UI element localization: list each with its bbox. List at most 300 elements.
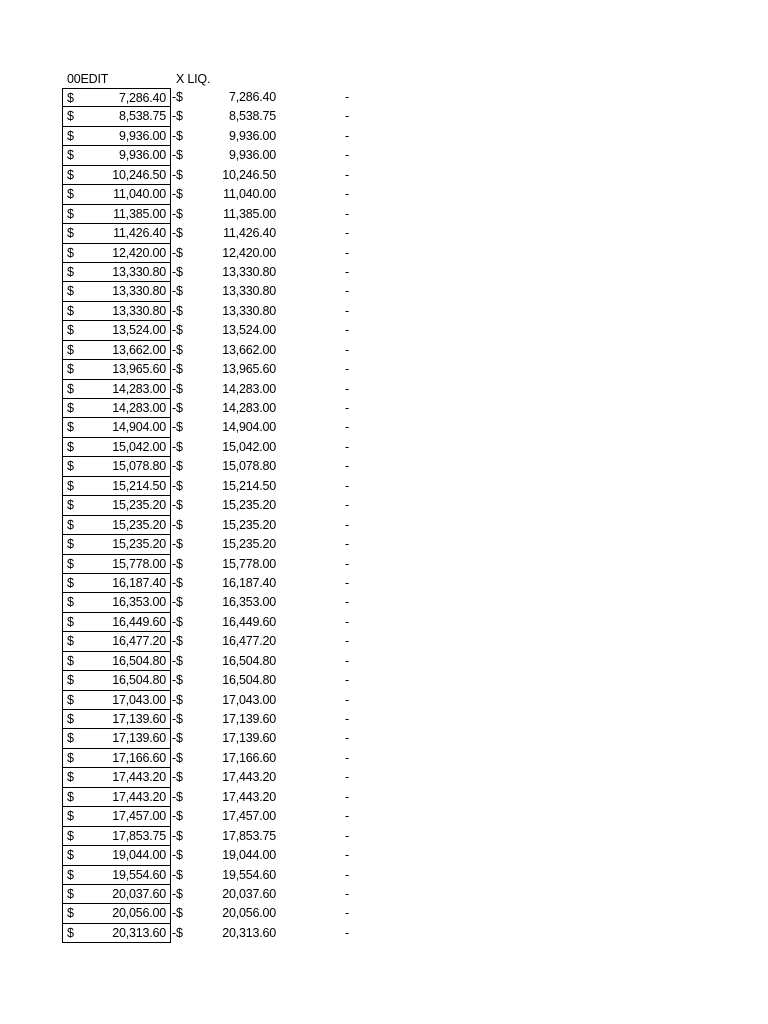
amount-value: 13,662.00 <box>112 342 166 357</box>
currency-symbol: $ <box>67 848 74 863</box>
table-row <box>0 827 768 846</box>
cell-00edit[interactable] <box>62 205 171 224</box>
amount-value: 16,187.40 <box>112 575 166 590</box>
cell-x-liq-value[interactable]: 19,044.00 <box>222 848 276 863</box>
cell-00edit[interactable] <box>62 807 171 826</box>
cell-00edit[interactable] <box>62 652 171 671</box>
amount-value: 14,283.00 <box>112 381 166 396</box>
cell-00edit[interactable] <box>62 107 171 126</box>
cell-x-liq-value[interactable]: 13,662.00 <box>222 342 276 357</box>
negative-currency-symbol: -$ <box>172 109 183 124</box>
cell-00edit[interactable] <box>62 671 171 690</box>
cell-00edit[interactable] <box>62 788 171 807</box>
negative-currency-symbol: -$ <box>172 167 183 182</box>
currency-symbol: $ <box>67 614 74 629</box>
amount-value: 13,965.60 <box>112 362 166 377</box>
cell-difference-dash[interactable]: - <box>345 575 349 590</box>
cell-difference-dash[interactable]: - <box>345 128 349 143</box>
table-row <box>0 652 768 671</box>
cell-00edit[interactable] <box>62 224 171 243</box>
amount-value: 10,246.50 <box>112 167 166 182</box>
cell-difference-dash[interactable]: - <box>345 401 349 415</box>
cell-x-liq-value[interactable]: 11,040.00 <box>223 187 276 202</box>
cell-00edit[interactable] <box>62 341 171 360</box>
cell-x-liq-value[interactable]: 20,037.60 <box>222 886 276 901</box>
amount-value: 7,286.40 <box>118 91 166 105</box>
cell-00edit[interactable] <box>62 827 171 846</box>
cell-difference-dash[interactable]: - <box>345 556 349 571</box>
currency-symbol: $ <box>67 595 74 610</box>
cell-00edit[interactable] <box>62 399 171 418</box>
amount-value: 15,235.20 <box>112 517 166 532</box>
cell-difference-dash[interactable]: - <box>345 731 349 746</box>
cell-x-liq-value[interactable]: 17,139.60 <box>222 712 276 726</box>
cell-difference-dash[interactable]: - <box>345 90 349 104</box>
cell-difference-dash[interactable]: - <box>345 226 349 241</box>
currency-symbol: $ <box>67 109 74 124</box>
currency-symbol: $ <box>67 770 74 785</box>
negative-currency-symbol: -$ <box>172 342 183 357</box>
cell-x-liq-value[interactable]: 20,313.60 <box>222 925 276 940</box>
cell-difference-dash[interactable]: - <box>345 789 349 804</box>
currency-symbol: $ <box>67 712 74 726</box>
cell-difference-dash[interactable]: - <box>345 673 349 688</box>
table-row <box>0 593 768 612</box>
currency-symbol: $ <box>67 828 74 843</box>
cell-00edit[interactable] <box>62 866 171 885</box>
cell-x-liq-value[interactable]: 10,246.50 <box>222 167 276 182</box>
currency-symbol: $ <box>67 459 74 474</box>
negative-currency-symbol: -$ <box>172 731 183 746</box>
negative-currency-symbol: -$ <box>172 653 183 668</box>
cell-difference-dash[interactable]: - <box>345 206 349 221</box>
negative-currency-symbol: -$ <box>172 537 183 552</box>
table-row <box>0 321 768 340</box>
currency-symbol: $ <box>67 128 74 143</box>
currency-symbol: $ <box>67 575 74 590</box>
cell-x-liq-value[interactable]: 17,443.20 <box>222 770 276 785</box>
negative-currency-symbol: -$ <box>172 498 183 513</box>
negative-currency-symbol: -$ <box>172 614 183 629</box>
currency-symbol: $ <box>67 264 74 279</box>
table-row <box>0 205 768 224</box>
cell-x-liq-value[interactable]: 17,443.20 <box>222 789 276 804</box>
column-header-x-liq: X LIQ. <box>176 72 211 86</box>
cell-x-liq-value[interactable]: 14,283.00 <box>222 401 276 415</box>
cell-00edit[interactable] <box>62 885 171 904</box>
cell-x-liq-value[interactable]: 13,330.80 <box>222 303 276 318</box>
amount-value: 16,504.80 <box>112 673 166 688</box>
currency-symbol: $ <box>67 303 74 318</box>
negative-currency-symbol: -$ <box>172 303 183 318</box>
cell-x-liq-value[interactable]: 13,330.80 <box>222 264 276 279</box>
cell-00edit[interactable] <box>62 263 171 282</box>
negative-currency-symbol: -$ <box>172 439 183 454</box>
cell-00edit[interactable] <box>62 166 171 185</box>
currency-symbol: $ <box>67 925 74 940</box>
currency-symbol: $ <box>67 401 74 415</box>
amount-value: 8,538.75 <box>118 109 166 124</box>
amount-value: 9,936.00 <box>118 128 166 143</box>
table-row <box>0 185 768 204</box>
amount-value: 11,426.40 <box>113 226 166 241</box>
table-row <box>0 710 768 729</box>
amount-value: 17,443.20 <box>112 789 166 804</box>
table-row <box>0 399 768 418</box>
amount-value: 17,043.00 <box>112 692 166 707</box>
cell-00edit[interactable] <box>62 535 171 554</box>
cell-difference-dash[interactable]: - <box>345 750 349 765</box>
currency-symbol: $ <box>67 187 74 202</box>
amount-value: 16,449.60 <box>112 614 166 629</box>
currency-symbol: $ <box>67 420 74 435</box>
currency-symbol: $ <box>67 673 74 688</box>
cell-x-liq-value[interactable]: 8,538.75 <box>228 109 276 124</box>
cell-00edit[interactable] <box>62 574 171 593</box>
cell-00edit[interactable] <box>62 360 171 379</box>
cell-00edit[interactable] <box>62 846 171 865</box>
negative-currency-symbol: -$ <box>172 712 183 726</box>
cell-x-liq-value[interactable]: 7,286.40 <box>228 90 276 104</box>
spreadsheet-table <box>0 88 768 943</box>
table-row <box>0 302 768 321</box>
cell-x-liq-value[interactable]: 16,504.80 <box>222 653 276 668</box>
cell-x-liq-value[interactable]: 15,078.80 <box>222 459 276 474</box>
cell-x-liq-value[interactable]: 17,853.75 <box>222 828 276 843</box>
currency-symbol: $ <box>67 148 74 163</box>
currency-symbol: $ <box>67 381 74 396</box>
table-row <box>0 107 768 126</box>
negative-currency-symbol: -$ <box>172 264 183 279</box>
cell-00edit[interactable] <box>62 321 171 340</box>
cell-difference-dash[interactable]: - <box>345 420 349 435</box>
table-row <box>0 729 768 748</box>
negative-currency-symbol: -$ <box>172 906 183 921</box>
table-row <box>0 807 768 826</box>
cell-difference-dash[interactable]: - <box>345 109 349 124</box>
negative-currency-symbol: -$ <box>172 925 183 940</box>
cell-x-liq-value[interactable]: 17,457.00 <box>222 809 276 824</box>
currency-symbol: $ <box>67 478 74 493</box>
cell-00edit[interactable] <box>62 88 171 107</box>
amount-value: 11,040.00 <box>113 187 166 202</box>
amount-value: 15,042.00 <box>112 439 166 454</box>
cell-x-liq-value[interactable]: 15,778.00 <box>222 556 276 571</box>
currency-symbol: $ <box>67 167 74 182</box>
table-row <box>0 380 768 399</box>
table-row <box>0 224 768 243</box>
cell-difference-dash[interactable]: - <box>345 187 349 202</box>
cell-x-liq-value[interactable]: 14,283.00 <box>222 381 276 396</box>
cell-difference-dash[interactable]: - <box>345 459 349 474</box>
amount-value: 15,078.80 <box>112 459 166 474</box>
table-row <box>0 496 768 515</box>
amount-value: 13,330.80 <box>112 264 166 279</box>
cell-difference-dash[interactable]: - <box>345 925 349 940</box>
cell-00edit[interactable] <box>62 457 171 476</box>
table-row <box>0 516 768 535</box>
negative-currency-symbol: -$ <box>172 770 183 785</box>
amount-value: 14,283.00 <box>112 401 166 415</box>
cell-x-liq-value[interactable]: 16,449.60 <box>222 614 276 629</box>
cell-difference-dash[interactable]: - <box>345 770 349 785</box>
cell-x-liq-value[interactable]: 16,477.20 <box>222 634 276 649</box>
table-row <box>0 632 768 651</box>
currency-symbol: $ <box>67 91 74 105</box>
cell-00edit[interactable] <box>62 729 171 748</box>
cell-x-liq-value[interactable]: 9,936.00 <box>228 128 276 143</box>
cell-x-liq-value[interactable]: 20,056.00 <box>222 906 276 921</box>
negative-currency-symbol: -$ <box>172 848 183 863</box>
table-row <box>0 768 768 787</box>
cell-x-liq-value[interactable]: 11,426.40 <box>223 226 276 241</box>
negative-currency-symbol: -$ <box>172 381 183 396</box>
cell-00edit[interactable] <box>62 613 171 632</box>
cell-difference-dash[interactable]: - <box>345 245 349 260</box>
cell-x-liq-value[interactable]: 14,904.00 <box>222 420 276 435</box>
cell-00edit[interactable] <box>62 380 171 399</box>
cell-00edit[interactable] <box>62 244 171 263</box>
cell-difference-dash[interactable]: - <box>345 867 349 882</box>
negative-currency-symbol: -$ <box>172 284 183 299</box>
cell-x-liq-value[interactable]: 12,420.00 <box>222 245 276 260</box>
amount-value: 17,443.20 <box>112 770 166 785</box>
amount-value: 15,214.50 <box>112 478 166 493</box>
cell-00edit[interactable] <box>62 438 171 457</box>
negative-currency-symbol: -$ <box>172 148 183 163</box>
amount-value: 15,778.00 <box>112 556 166 571</box>
cell-00edit[interactable] <box>62 282 171 301</box>
cell-00edit[interactable] <box>62 904 171 923</box>
currency-symbol: $ <box>67 556 74 571</box>
negative-currency-symbol: -$ <box>172 886 183 901</box>
amount-value: 15,235.20 <box>112 498 166 513</box>
cell-00edit[interactable] <box>62 710 171 729</box>
currency-symbol: $ <box>67 750 74 765</box>
table-row <box>0 924 768 943</box>
negative-currency-symbol: -$ <box>172 478 183 493</box>
cell-x-liq-value[interactable]: 15,214.50 <box>222 478 276 493</box>
table-row <box>0 457 768 476</box>
cell-difference-dash[interactable]: - <box>345 362 349 377</box>
currency-symbol: $ <box>67 206 74 221</box>
cell-difference-dash[interactable]: - <box>345 264 349 279</box>
negative-currency-symbol: -$ <box>172 420 183 435</box>
cell-x-liq-value[interactable]: 17,166.60 <box>222 750 276 765</box>
currency-symbol: $ <box>67 226 74 241</box>
currency-symbol: $ <box>67 517 74 532</box>
negative-currency-symbol: -$ <box>172 362 183 377</box>
amount-value: 20,313.60 <box>112 925 166 940</box>
table-row <box>0 282 768 301</box>
cell-difference-dash[interactable]: - <box>345 595 349 610</box>
table-row <box>0 535 768 554</box>
table-row <box>0 846 768 865</box>
cell-00edit[interactable] <box>62 302 171 321</box>
negative-currency-symbol: -$ <box>172 459 183 474</box>
cell-difference-dash[interactable]: - <box>345 439 349 454</box>
amount-value: 13,330.80 <box>112 303 166 318</box>
cell-difference-dash[interactable]: - <box>345 498 349 513</box>
table-row <box>0 360 768 379</box>
table-row <box>0 904 768 923</box>
currency-symbol: $ <box>67 245 74 260</box>
negative-currency-symbol: -$ <box>172 187 183 202</box>
cell-difference-dash[interactable]: - <box>345 323 349 338</box>
cell-00edit[interactable] <box>62 516 171 535</box>
amount-value: 16,353.00 <box>112 595 166 610</box>
table-row <box>0 166 768 185</box>
negative-currency-symbol: -$ <box>172 323 183 338</box>
negative-currency-symbol: -$ <box>172 809 183 824</box>
table-row <box>0 477 768 496</box>
amount-value: 13,330.80 <box>112 284 166 299</box>
amount-value: 17,457.00 <box>112 809 166 824</box>
cell-x-liq-value[interactable]: 16,504.80 <box>222 673 276 688</box>
currency-symbol: $ <box>67 906 74 921</box>
currency-symbol: $ <box>67 323 74 338</box>
currency-symbol: $ <box>67 731 74 746</box>
currency-symbol: $ <box>67 284 74 299</box>
currency-symbol: $ <box>67 537 74 552</box>
cell-difference-dash[interactable]: - <box>345 886 349 901</box>
cell-x-liq-value[interactable]: 15,042.00 <box>222 439 276 454</box>
cell-x-liq-value[interactable]: 17,139.60 <box>222 731 276 746</box>
cell-00edit[interactable] <box>62 555 171 574</box>
cell-difference-dash[interactable]: - <box>345 809 349 824</box>
currency-symbol: $ <box>67 439 74 454</box>
table-row <box>0 866 768 885</box>
cell-00edit[interactable] <box>62 146 171 165</box>
table-row <box>0 418 768 437</box>
cell-difference-dash[interactable]: - <box>345 828 349 843</box>
negative-currency-symbol: -$ <box>172 692 183 707</box>
cell-x-liq-value[interactable]: 9,936.00 <box>228 148 276 163</box>
amount-value: 16,504.80 <box>112 653 166 668</box>
cell-00edit[interactable] <box>62 632 171 651</box>
cell-00edit[interactable] <box>62 749 171 768</box>
cell-x-liq-value[interactable]: 15,235.20 <box>222 537 276 552</box>
amount-value: 19,044.00 <box>112 848 166 863</box>
cell-00edit[interactable] <box>62 691 171 710</box>
cell-00edit[interactable] <box>62 924 171 943</box>
currency-symbol: $ <box>67 789 74 804</box>
cell-x-liq-value[interactable]: 13,330.80 <box>222 284 276 299</box>
amount-value: 20,037.60 <box>112 886 166 901</box>
cell-difference-dash[interactable]: - <box>345 634 349 649</box>
table-row <box>0 438 768 457</box>
table-row <box>0 671 768 690</box>
cell-difference-dash[interactable]: - <box>345 478 349 493</box>
negative-currency-symbol: -$ <box>172 226 183 241</box>
cell-difference-dash[interactable]: - <box>345 537 349 552</box>
cell-difference-dash[interactable]: - <box>345 148 349 163</box>
table-row <box>0 88 768 107</box>
cell-difference-dash[interactable]: - <box>345 284 349 299</box>
cell-00edit[interactable] <box>62 418 171 437</box>
cell-x-liq-value[interactable]: 15,235.20 <box>222 498 276 513</box>
currency-symbol: $ <box>67 809 74 824</box>
cell-00edit[interactable] <box>62 185 171 204</box>
cell-x-liq-value[interactable]: 15,235.20 <box>222 517 276 532</box>
cell-00edit[interactable] <box>62 477 171 496</box>
negative-currency-symbol: -$ <box>172 90 183 104</box>
column-header-row <box>0 71 768 87</box>
cell-difference-dash[interactable]: - <box>345 712 349 726</box>
negative-currency-symbol: -$ <box>172 575 183 590</box>
amount-value: 14,904.00 <box>112 420 166 435</box>
amount-value: 17,853.75 <box>112 828 166 843</box>
negative-currency-symbol: -$ <box>172 867 183 882</box>
cell-00edit[interactable] <box>62 768 171 787</box>
cell-difference-dash[interactable]: - <box>345 303 349 318</box>
negative-currency-symbol: -$ <box>172 789 183 804</box>
cell-x-liq-value[interactable]: 16,353.00 <box>222 595 276 610</box>
negative-currency-symbol: -$ <box>172 128 183 143</box>
amount-value: 19,554.60 <box>112 867 166 882</box>
negative-currency-symbol: -$ <box>172 206 183 221</box>
currency-symbol: $ <box>67 867 74 882</box>
cell-difference-dash[interactable]: - <box>345 692 349 707</box>
amount-value: 12,420.00 <box>112 245 166 260</box>
cell-00edit[interactable] <box>62 593 171 612</box>
table-row <box>0 341 768 360</box>
cell-x-liq-value[interactable]: 11,385.00 <box>223 206 276 221</box>
table-row <box>0 788 768 807</box>
column-header-00edit: 00EDIT <box>67 72 109 86</box>
table-row <box>0 885 768 904</box>
currency-symbol: $ <box>67 362 74 377</box>
amount-value: 17,139.60 <box>112 731 166 746</box>
cell-x-liq-value[interactable]: 13,965.60 <box>222 362 276 377</box>
table-row <box>0 244 768 263</box>
table-row <box>0 146 768 165</box>
negative-currency-symbol: -$ <box>172 750 183 765</box>
negative-currency-symbol: -$ <box>172 556 183 571</box>
amount-value: 9,936.00 <box>118 148 166 163</box>
currency-symbol: $ <box>67 634 74 649</box>
cell-x-liq-value[interactable]: 17,043.00 <box>222 692 276 707</box>
amount-value: 13,524.00 <box>112 323 166 338</box>
negative-currency-symbol: -$ <box>172 517 183 532</box>
amount-value: 17,166.60 <box>112 750 166 765</box>
cell-difference-dash[interactable]: - <box>345 906 349 921</box>
table-row <box>0 691 768 710</box>
cell-difference-dash[interactable]: - <box>345 517 349 532</box>
cell-difference-dash[interactable]: - <box>345 167 349 182</box>
negative-currency-symbol: -$ <box>172 828 183 843</box>
table-row <box>0 613 768 632</box>
currency-symbol: $ <box>67 342 74 357</box>
cell-difference-dash[interactable]: - <box>345 614 349 629</box>
currency-symbol: $ <box>67 653 74 668</box>
cell-x-liq-value[interactable]: 13,524.00 <box>222 323 276 338</box>
negative-currency-symbol: -$ <box>172 245 183 260</box>
table-row <box>0 555 768 574</box>
table-row <box>0 263 768 282</box>
cell-x-liq-value[interactable]: 16,187.40 <box>222 575 276 590</box>
currency-symbol: $ <box>67 886 74 901</box>
cell-x-liq-value[interactable]: 19,554.60 <box>222 867 276 882</box>
negative-currency-symbol: -$ <box>172 401 183 415</box>
cell-difference-dash[interactable]: - <box>345 381 349 396</box>
cell-00edit[interactable] <box>62 127 171 146</box>
cell-00edit[interactable] <box>62 496 171 515</box>
cell-difference-dash[interactable]: - <box>345 342 349 357</box>
cell-difference-dash[interactable]: - <box>345 848 349 863</box>
cell-difference-dash[interactable]: - <box>345 653 349 668</box>
table-row <box>0 574 768 593</box>
